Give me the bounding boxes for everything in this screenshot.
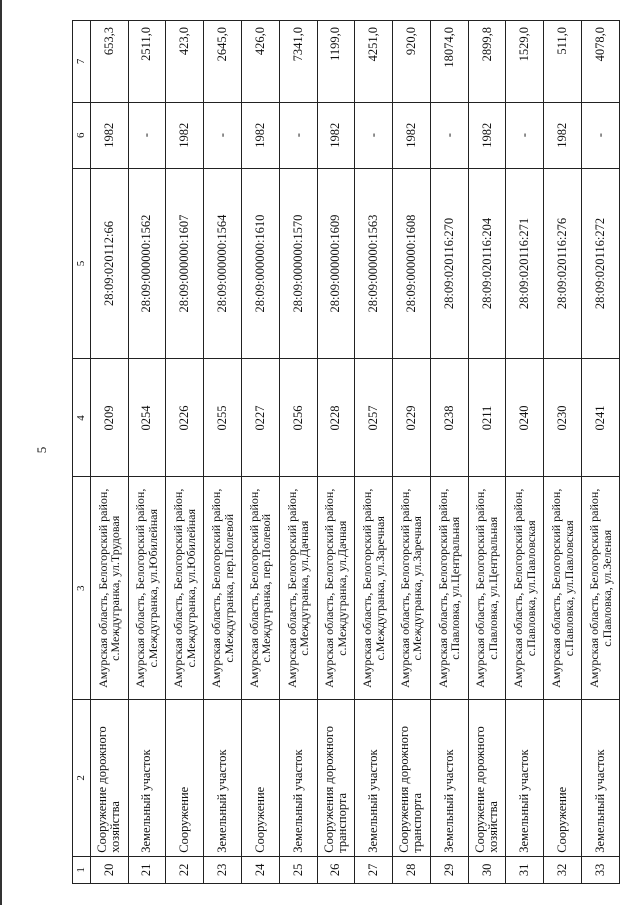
property-register-table: [72, 20, 620, 884]
object-name: Сооружение: [544, 700, 582, 857]
area-value: 1529,0: [506, 21, 544, 103]
commission-year: 1982: [166, 102, 204, 168]
commission-year: 1982: [468, 102, 506, 168]
row-number: 32: [544, 856, 582, 883]
area-value: 2899,8: [468, 21, 506, 103]
area-value: 2645,0: [204, 21, 242, 103]
row-number: 28: [393, 856, 431, 883]
object-name: Земельный участок: [355, 700, 393, 857]
area-value: 4251,0: [355, 21, 393, 103]
object-address: Амурская область, Белогорский район, с.Павловка, ул.Центральная: [430, 477, 468, 700]
table-row: [393, 21, 431, 884]
area-value: 423,0: [166, 21, 204, 103]
row-number: 31: [506, 856, 544, 883]
column-number-row: [73, 21, 91, 884]
table-row: [468, 21, 506, 884]
inventory-code: 0238: [430, 359, 468, 477]
table-row: [430, 21, 468, 884]
inventory-code: 0256: [279, 359, 317, 477]
cadastral-number: 28:09:000000:1607: [166, 168, 204, 359]
table-row: [279, 21, 317, 884]
cadastral-number: 28:09:020116:204: [468, 168, 506, 359]
inventory-code: 0241: [582, 359, 620, 477]
commission-year: 1982: [90, 102, 128, 168]
table-row: [166, 21, 204, 884]
area-value: 1199,0: [317, 21, 355, 103]
scan-edge: [0, 0, 2, 905]
inventory-code: 0257: [355, 359, 393, 477]
row-number: 23: [204, 856, 242, 883]
object-address: Амурская область, Белогорский район, с.Павловка, ул.Павловская: [506, 477, 544, 700]
object-name: Земельный участок: [506, 700, 544, 857]
table-row: [204, 21, 242, 884]
table-row: [317, 21, 355, 884]
row-number: 30: [468, 856, 506, 883]
cadastral-number: 28:09:000000:1610: [241, 168, 279, 359]
row-number: 24: [241, 856, 279, 883]
object-address: Амурская область, Белогорский район, с.Междугранка, ул.Дачная: [317, 477, 355, 700]
commission-year: -: [204, 102, 242, 168]
object-name: Земельный участок: [204, 700, 242, 857]
column-number: 5: [73, 168, 91, 359]
table-body: [73, 21, 620, 884]
row-number: 26: [317, 856, 355, 883]
column-number: 7: [73, 21, 91, 103]
commission-year: -: [128, 102, 166, 168]
inventory-code: 0228: [317, 359, 355, 477]
object-address: Амурская область, Белогорский район, с.Павловка, ул.Центральная: [468, 477, 506, 700]
row-number: 20: [90, 856, 128, 883]
object-address: Амурская область, Белогорский район, с.Павловка, ул.Зеленая: [582, 477, 620, 700]
commission-year: 1982: [241, 102, 279, 168]
object-name: Сооружения дорожного транспорта: [393, 700, 431, 857]
object-name: Земельный участок: [279, 700, 317, 857]
table-row: [128, 21, 166, 884]
cadastral-number: 28:09:000000:1564: [204, 168, 242, 359]
inventory-code: 0255: [204, 359, 242, 477]
area-value: 4078,0: [582, 21, 620, 103]
commission-year: -: [279, 102, 317, 168]
cadastral-number: 28:09:000000:1563: [355, 168, 393, 359]
table-row: [506, 21, 544, 884]
cadastral-number: 28:09:000000:1570: [279, 168, 317, 359]
object-address: Амурская область, Белогорский район, с.Междугранка, ул.Заречная: [393, 477, 431, 700]
inventory-code: 0209: [90, 359, 128, 477]
area-value: 2511,0: [128, 21, 166, 103]
object-name: Земельный участок: [582, 700, 620, 857]
inventory-code: 0227: [241, 359, 279, 477]
object-address: Амурская область, Белогорский район, с.Междугранка, ул.Заречная: [355, 477, 393, 700]
area-value: 511,0: [544, 21, 582, 103]
object-name: Сооружение: [241, 700, 279, 857]
commission-year: -: [582, 102, 620, 168]
object-address: Амурская область, Белогорский район, с.Междугранка, ул.Юбилейная: [166, 477, 204, 700]
cadastral-number: 28:09:020116:271: [506, 168, 544, 359]
row-number: 33: [582, 856, 620, 883]
commission-year: -: [506, 102, 544, 168]
row-number: 25: [279, 856, 317, 883]
commission-year: 1982: [317, 102, 355, 168]
row-number: 22: [166, 856, 204, 883]
table-row: [241, 21, 279, 884]
object-address: Амурская область, Белогорский район, с.Павловка, ул.Павловская: [544, 477, 582, 700]
area-value: 18074,0: [430, 21, 468, 103]
cadastral-number: 28:09:020116:272: [582, 168, 620, 359]
object-address: Амурская область, Белогорский район, с.Междугранка, пер.Полевой: [204, 477, 242, 700]
row-number: 29: [430, 856, 468, 883]
inventory-code: 0226: [166, 359, 204, 477]
object-name: Сооружения дорожного транспорта: [317, 700, 355, 857]
inventory-code: 0240: [506, 359, 544, 477]
cadastral-number: 28:09:020116:270: [430, 168, 468, 359]
row-number: 21: [128, 856, 166, 883]
cadastral-number: 28:09:000000:1609: [317, 168, 355, 359]
cadastral-number: 28:09:000000:1562: [128, 168, 166, 359]
object-address: Амурская область, Белогорский район, с.Междугранка, ул.Трудовая: [90, 477, 128, 700]
cadastral-number: 28:09:020112:66: [90, 168, 128, 359]
column-number: 1: [73, 856, 91, 883]
inventory-code: 0230: [544, 359, 582, 477]
object-name: Земельный участок: [128, 700, 166, 857]
page-number: 5: [34, 446, 49, 454]
object-address: Амурская область, Белогорский район, с.Междугранка, ул.Юбилейная: [128, 477, 166, 700]
object-name: Сооружение: [166, 700, 204, 857]
row-number: 27: [355, 856, 393, 883]
inventory-code: 0211: [468, 359, 506, 477]
inventory-code: 0254: [128, 359, 166, 477]
column-number: 4: [73, 359, 91, 477]
table-row: [582, 21, 620, 884]
column-number: 6: [73, 102, 91, 168]
table-row: [355, 21, 393, 884]
object-address: Амурская область, Белогорский район, с.Междугранка, ул.Дачная: [279, 477, 317, 700]
column-number: 2: [73, 700, 91, 857]
object-name: Сооружение дорожного хозяйства: [90, 700, 128, 857]
commission-year: 1982: [544, 102, 582, 168]
area-value: 7341,0: [279, 21, 317, 103]
table-row: [544, 21, 582, 884]
cadastral-number: 28:09:020116:276: [544, 168, 582, 359]
commission-year: -: [355, 102, 393, 168]
object-name: Земельный участок: [430, 700, 468, 857]
commission-year: -: [430, 102, 468, 168]
area-value: 653,3: [90, 21, 128, 103]
area-value: 920,0: [393, 21, 431, 103]
rotated-table-wrapper: [72, 20, 620, 884]
inventory-code: 0229: [393, 359, 431, 477]
commission-year: 1982: [393, 102, 431, 168]
table-row: [90, 21, 128, 884]
area-value: 426,0: [241, 21, 279, 103]
column-number: 3: [73, 477, 91, 700]
object-address: Амурская область, Белогорский район, с.Междугранка, пер.Полевой: [241, 477, 279, 700]
cadastral-number: 28:09:000000:1608: [393, 168, 431, 359]
object-name: Сооружение дорожного хозяйства: [468, 700, 506, 857]
